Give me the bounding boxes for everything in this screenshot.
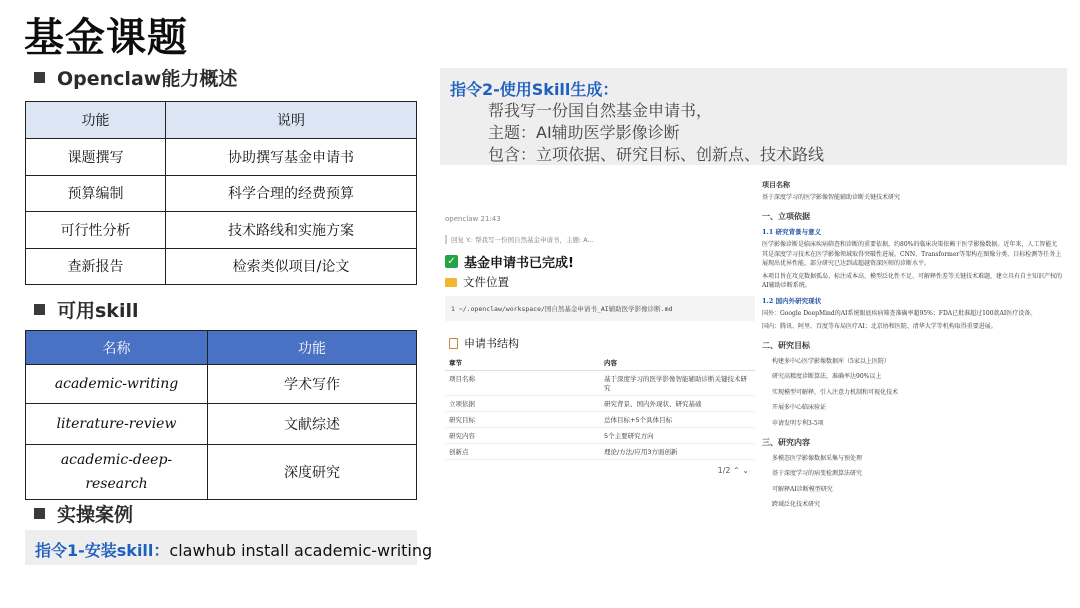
command-1-box: [25, 530, 433, 565]
chat-table-cell: 理论/方法/应用3方面创新: [600, 444, 755, 460]
command-2-label: 指令2-使用Skill生成：: [450, 80, 619, 99]
ability-cell: 查新报告: [26, 248, 166, 285]
chat-screenshot: [445, 215, 755, 500]
doc-subheading: 1.1 研究背景与意义: [762, 227, 822, 236]
chat-table-cell: 项目名称: [445, 371, 600, 396]
table-row: [445, 371, 755, 396]
skills-table: [25, 330, 417, 500]
command-2-box: [440, 68, 1067, 165]
chat-table-cell: 创新点: [445, 444, 600, 460]
table-row: [26, 139, 417, 176]
skill-function-cell: 深度研究: [208, 445, 417, 500]
skills-heading: [34, 296, 138, 323]
table-row: [26, 175, 417, 212]
ability-cell: 检索类似项目/论文: [166, 248, 417, 285]
command-2-line: 帮我写一份国自然基金申请书，: [488, 101, 713, 120]
chat-sender: openclaw 21:43: [445, 215, 501, 223]
table-row: [445, 444, 755, 460]
doc-list-item: 基于深度学习的病变检测算法研究: [772, 470, 863, 477]
skills-heading-text: 可用skill: [57, 300, 139, 322]
doc-list-item: 多模态医学影像数据采集与预处理: [772, 454, 863, 462]
doc-subheading: 1.2 国内外研究现状: [762, 296, 822, 305]
doc-list-item: 可解释AI诊断模型研究: [772, 485, 833, 493]
table-row: [26, 248, 417, 285]
proposal-document: [762, 180, 1062, 510]
file-path-code[interactable]: 1 ~/.openclaw/workspace/国自然基金申请书_AI辅助医学影像诊断.md: [445, 296, 755, 321]
chat-location-text: 文件位置: [463, 275, 509, 289]
doc-paragraph: 国内：腾讯、阿里、百度等布局医疗AI；北京协和医院、清华大学等机构取得重要进展。: [762, 322, 997, 330]
doc-paragraph: 国外：Google DeepMind的AI系统眼底疾病筛查准确率超95%；FDA已批准超过100款AI医疗设备。: [762, 310, 1037, 317]
chat-done-text: 基金申请书已完成!: [464, 256, 574, 271]
ability-cell: 可行性分析: [26, 212, 166, 249]
ability-table: [25, 101, 417, 285]
skill-function-cell: 文献综述: [208, 404, 417, 445]
doc-list-item: 构建多中心医学影像数据库（5家以上医院）: [772, 357, 890, 365]
chat-table-cell: 研究目标: [445, 412, 600, 428]
table-row: [26, 212, 417, 249]
ability-cell: 预算编制: [26, 175, 166, 212]
ability-cell: 课题撰写: [26, 139, 166, 176]
bullet-square-icon: [34, 304, 45, 315]
doc-list-item: 研究高精度诊断算法，准确率达90%以上: [772, 373, 882, 380]
ability-header-function: 功能: [26, 102, 166, 139]
doc-section-heading: 一、立项依据: [762, 211, 810, 221]
ability-cell: 技术路线和实施方案: [166, 212, 417, 249]
chat-structure-text: 申请书结构: [464, 337, 519, 350]
doc-project-label: 项目名称: [762, 180, 790, 189]
chat-table-cell: 研究内容: [445, 428, 600, 444]
table-row: [445, 428, 755, 444]
doc-project-name: 基于深度学习的医学影像智能辅助诊断关键技术研究: [762, 193, 901, 201]
chat-table-cell: 立项依据: [445, 396, 600, 412]
skill-name-cell: academic-writing: [26, 365, 208, 404]
command-2-line: 主题：AI辅助医学影像诊断: [488, 123, 680, 142]
table-row: [26, 445, 417, 500]
chat-structure-table: [445, 355, 755, 460]
ability-heading-text: Openclaw能力概述: [57, 68, 238, 90]
page-title: 基金课题: [24, 15, 188, 61]
doc-section-heading: 二、研究目标: [762, 340, 810, 350]
skills-header-name: 名称: [26, 331, 208, 365]
chat-done-title: [445, 252, 755, 271]
ability-header-desc: 说明: [166, 102, 417, 139]
doc-list-item: 实现模型可解释，引入注意力机制和可视化技术: [772, 388, 899, 396]
cases-heading-text: 实操案例: [57, 504, 134, 526]
table-row: [26, 404, 417, 445]
doc-paragraph: 本项目旨在攻克数据孤岛、标注成本高、模型泛化性不足、可解释性差等关键技术难题，建立具有自主知识产权的AI辅助诊断系统。: [762, 272, 1063, 289]
chat-structure-title: [445, 335, 755, 351]
skill-name-cell: literature-review: [26, 404, 208, 445]
doc-list-item: 申请发明专利3-5项: [772, 419, 824, 427]
ability-cell: 协助撰写基金申请书: [166, 139, 417, 176]
command-1-label: 指令1-安装skill：: [35, 541, 170, 560]
table-row: [26, 365, 417, 404]
chat-table-header: 章节: [445, 355, 600, 371]
doc-list-item: 开展多中心临床验证: [772, 404, 827, 411]
skill-name-cell: academic-deep-research: [26, 445, 208, 500]
chat-reply-quote[interactable]: 回复 Y.: 帮我写一份国自然基金申请书，主题: A...: [445, 235, 755, 244]
doc-paragraph: 医学影像诊断是临床疾病筛查和诊断的重要依据，约80%的临床决策依赖于医学影像数据。近年来，人工智能尤其是深度学习技术在医学影像领域取得突破性进展，CNN、Transformer等架构在图像分类、目标检测等任务上展现出优异性能，部分研究已达到或超越资深医师的诊断水平。: [762, 241, 1062, 267]
chat-table-cell: 总体目标+5个具体目标: [600, 412, 755, 428]
command-1-text: clawhub install academic-writing: [169, 541, 433, 560]
checkmark-icon: ✓: [445, 255, 458, 268]
doc-section-heading: 三、研究内容: [762, 437, 810, 447]
table-row: [445, 396, 755, 412]
bullet-square-icon: [34, 72, 45, 83]
ability-cell: 科学合理的经费预算: [166, 175, 417, 212]
chat-table-cell: 基于深度学习的医学影像智能辅助诊断关键技术研究: [600, 371, 755, 396]
ability-heading: [34, 64, 237, 91]
clipboard-icon: [449, 338, 458, 349]
skill-function-cell: 学术写作: [208, 365, 417, 404]
command-2-line: 包含：立项依据、研究目标、创新点、技术路线: [488, 145, 825, 164]
folder-icon: [445, 278, 457, 287]
chat-table-cell: 研究背景、国内外现状、研究基础: [600, 396, 755, 412]
doc-list-item: 跨域泛化技术研究: [772, 501, 821, 508]
cases-heading: [34, 500, 133, 527]
table-pager[interactable]: 1/2 ⌃ ⌄: [717, 466, 749, 475]
table-row: [445, 412, 755, 428]
chat-table-cell: 5个主要研究方向: [600, 428, 755, 444]
chat-table-header: 内容: [600, 355, 755, 371]
chat-location-label: [445, 274, 755, 290]
skills-header-function: 功能: [208, 331, 417, 365]
bullet-square-icon: [34, 508, 45, 519]
